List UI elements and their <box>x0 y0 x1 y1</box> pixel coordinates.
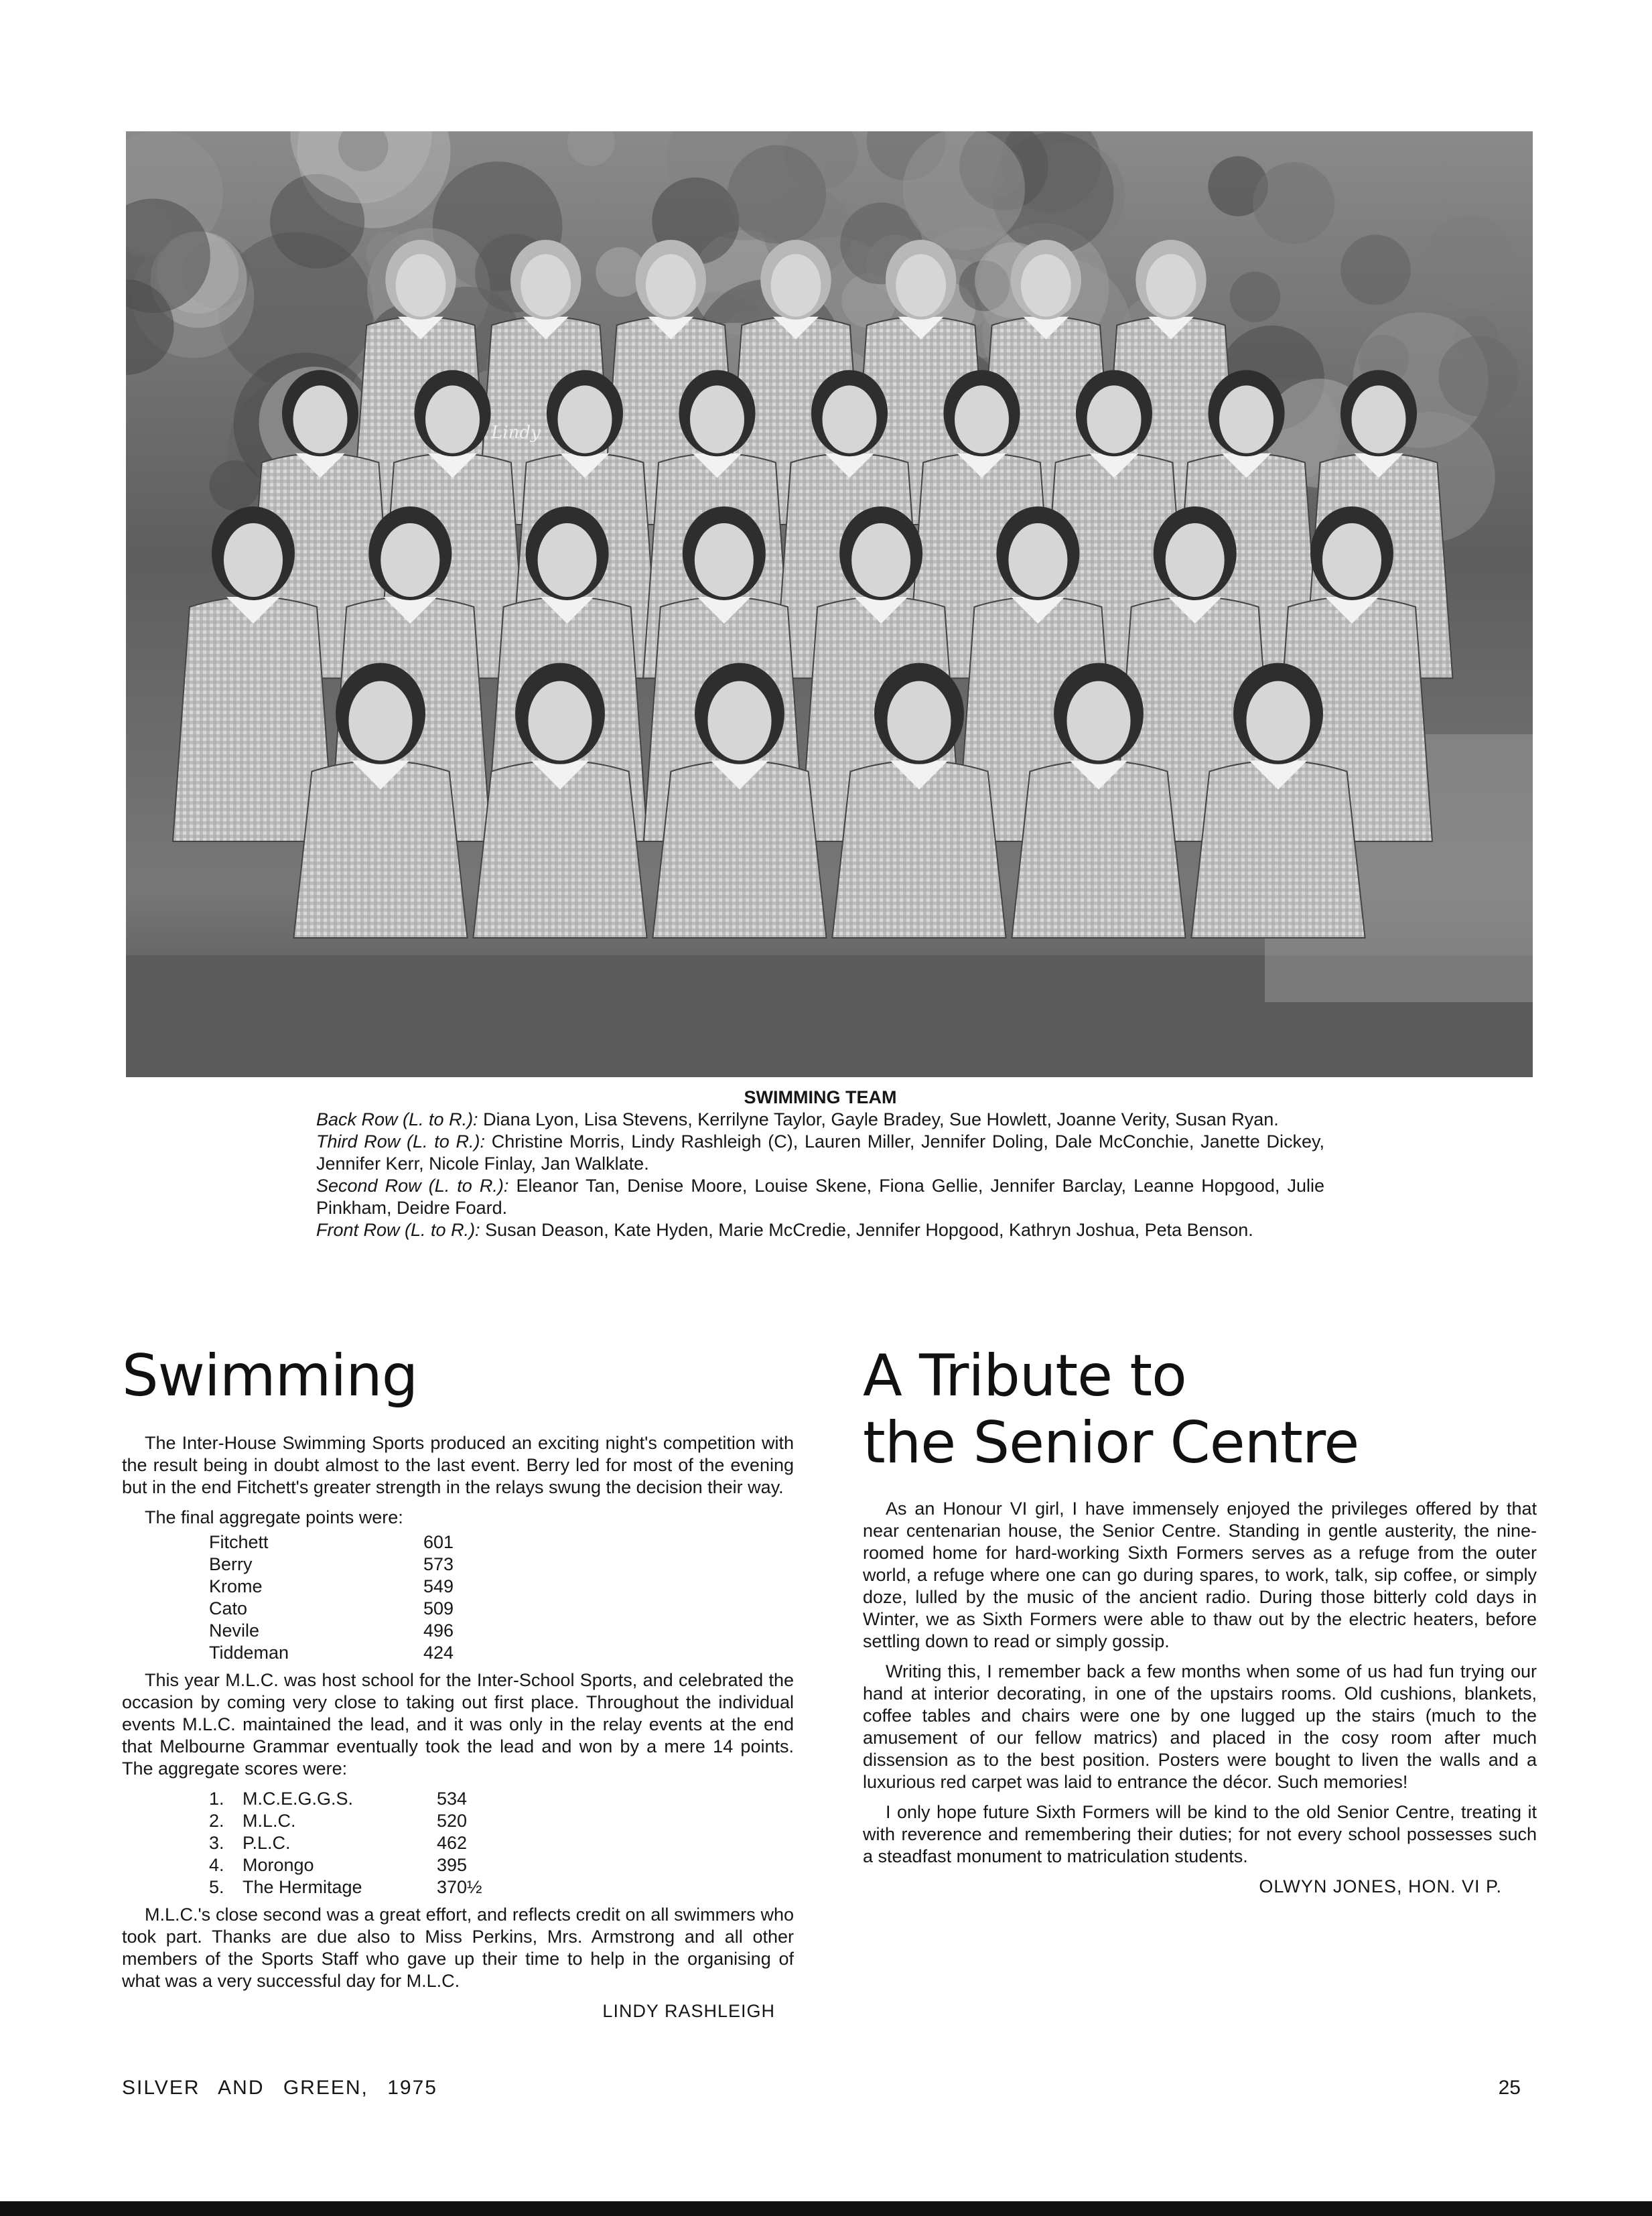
tribute-author: OLWYN JONES, HON. VI P. <box>1259 1876 1502 1896</box>
face <box>396 254 446 317</box>
face <box>558 385 612 453</box>
caption-row-names: Christine Morris, Lindy Rashleigh (C), Lauren Miller, Jennifer Doling, Dale McConchie, Janette Dickey, Jennifer Kerr, Nicole Finlay, Jan Walklate. <box>316 1131 1324 1174</box>
school-scores-body <box>209 1788 482 1898</box>
face <box>1166 523 1225 597</box>
house-name: Krome <box>209 1576 263 1596</box>
publication-footer: SILVER AND GREEN, 1975 <box>122 2077 437 2099</box>
caption-row-label: Front Row (L. to R.): <box>316 1220 480 1240</box>
house-points: 601 <box>423 1532 454 1552</box>
school-row <box>209 1810 482 1832</box>
tribute-paragraph: I only hope future Sixth Formers will be kind to the old Senior Centre, treating it with reverence and remembering their duties; for not every school possesses such a steadfast monument to matriculation students. <box>863 1802 1537 1866</box>
face <box>1008 523 1067 597</box>
school-rank: 3. <box>209 1833 224 1853</box>
school-score: 534 <box>437 1789 468 1809</box>
house-name: Fitchett <box>209 1532 269 1552</box>
school-rank: 4. <box>209 1855 224 1875</box>
school-row <box>209 1788 482 1810</box>
caption-row-label: Back Row (L. to R.): <box>316 1109 478 1129</box>
face <box>887 681 951 761</box>
tribute-article <box>863 1342 1537 1898</box>
house-name: Tiddeman <box>209 1643 289 1663</box>
face <box>1246 681 1310 761</box>
scan-edge <box>0 2201 1652 2216</box>
photo-caption <box>316 1087 1324 1241</box>
school-rank: 1. <box>209 1789 224 1809</box>
swimming-title: Swimming <box>122 1342 418 1409</box>
school-score: 370½ <box>437 1877 482 1897</box>
face <box>1322 523 1381 597</box>
school-score: 395 <box>437 1855 468 1875</box>
caption-back-row <box>316 1109 1324 1131</box>
face <box>1087 385 1142 453</box>
face <box>293 385 348 453</box>
caption-row-names: Susan Deason, Kate Hyden, Marie McCredie, Jennifer Hopgood, Kathryn Joshua, Peta Benson. <box>485 1220 1253 1240</box>
face <box>1021 254 1071 317</box>
tribute-title-line1: A Tribute to <box>863 1342 1186 1409</box>
face <box>1352 385 1406 453</box>
caption-second-row <box>316 1175 1324 1219</box>
school-score: 520 <box>437 1811 468 1831</box>
caption-third-row <box>316 1131 1324 1175</box>
house-points: 496 <box>423 1620 454 1641</box>
face <box>224 523 283 597</box>
school-scores-table <box>209 1788 482 1898</box>
tribute-paragraph: As an Honour VI girl, I have immensely enjoyed the privileges offered by that near centenarian house, the Senior Centre. Standing in gentle austerity, the nine-roomed home for hard-working Sixth Formers serves as a refuge from the outer world, a refuge where one can go during spares, to work, talk, sip coffee, or simply doze, lulled by the music of the ancient radio. During those bitterly cold days in Winter, we as Sixth Formers were able to thaw out by the electric heaters, before settling down to read or simply gossip. <box>863 1499 1537 1651</box>
face <box>896 254 946 317</box>
house-name: Nevile <box>209 1620 260 1641</box>
house-row <box>209 1620 454 1642</box>
face <box>528 681 592 761</box>
school-name: Morongo <box>243 1855 314 1875</box>
caption-row-names: Eleanor Tan, Denise Moore, Louise Skene, Fiona Gellie, Jennifer Barclay, Leanne Hopgood, Julie Pinkham, Deidre Foard. <box>316 1176 1324 1218</box>
face <box>538 523 597 597</box>
face <box>348 681 412 761</box>
swimming-paragraph: M.L.C.'s close second was a great effort, and reflects credit on all swimmers who took part. Thanks are due also to Miss Perkins, Mrs. Armstrong and all other members of the Sports Staff who gave up their time to help in the organising of what was a very successful day for M.L.C. <box>122 1905 794 1991</box>
school-name: The Hermitage <box>243 1877 362 1897</box>
school-name: P.L.C. <box>243 1833 291 1853</box>
tribute-title <box>863 1342 1537 1476</box>
house-points-table <box>209 1531 454 1664</box>
school-rank: 5. <box>209 1877 224 1897</box>
school-row <box>209 1876 482 1898</box>
caption-title: SWIMMING TEAM <box>744 1087 897 1107</box>
face <box>646 254 696 317</box>
aggregate-intro: The final aggregate points were: <box>145 1507 403 1527</box>
face <box>851 523 910 597</box>
foliage-blob <box>902 131 1025 250</box>
team-photo <box>126 131 1533 1077</box>
school-score: 462 <box>437 1833 468 1853</box>
face <box>381 523 439 597</box>
swimming-article <box>122 1342 794 2022</box>
team-photo-illustration <box>126 131 1533 1077</box>
house-name: Berry <box>209 1554 253 1574</box>
foliage-blob <box>1423 216 1516 309</box>
jumper-badge-text: Lindy <box>491 423 541 443</box>
house-row <box>209 1576 454 1598</box>
foliage-blob <box>1340 234 1411 305</box>
school-row <box>209 1854 482 1876</box>
swimming-paragraph: This year M.L.C. was host school for the Inter-School Sports, and celebrated the occasion by coming very close to taking out first place. Throughout the individual events M.L.C. maintained the lead, and it was only in the relay events at the end that Melbourne Grammar eventually took the lead and won by a mere 14 points. The aggregate scores were: <box>122 1670 794 1779</box>
house-row <box>209 1531 454 1553</box>
foliage-blob <box>1230 272 1281 323</box>
face <box>1219 385 1274 453</box>
house-points: 424 <box>423 1643 454 1663</box>
foliage-blob <box>1438 336 1519 416</box>
school-name: M.L.C. <box>243 1811 296 1831</box>
swimming-paragraph: The Inter-House Swimming Sports produced an exciting night's competition with the result being in doubt almost to the last event. Berry led for most of the evening but in the end Fitchett's greater strength in the relays swung the decision their way. <box>122 1433 794 1497</box>
house-row <box>209 1642 454 1664</box>
face <box>425 385 480 453</box>
house-points: 549 <box>423 1576 454 1596</box>
school-rank: 2. <box>209 1811 224 1831</box>
foliage-blob <box>728 145 826 243</box>
face <box>521 254 571 317</box>
tribute-paragraph: Writing this, I remember back a few months when some of us had fun trying our hand at interior decorating, in one of the upstairs rooms. Old cushions, blankets, coffee tables and chairs were one by one lugged up the stairs (much to the amusement of our fellow matrics) and placed in the cosy room after much dissension as to the best position. Posters were bought to liven the walls and a luxurious red carpet was laid to entrance the décor. Such memories! <box>863 1661 1537 1792</box>
house-points: 509 <box>423 1598 454 1618</box>
face <box>771 254 821 317</box>
face <box>707 681 771 761</box>
tribute-title-line2: the Senior Centre <box>863 1409 1359 1476</box>
face <box>1146 254 1196 317</box>
face <box>1066 681 1130 761</box>
page-number: 25 <box>1498 2077 1521 2099</box>
school-row <box>209 1832 482 1854</box>
swimming-author: LINDY RASHLEIGH <box>602 2001 775 2021</box>
house-name: Cato <box>209 1598 248 1618</box>
caption-row-label: Third Row (L. to R.): <box>316 1131 485 1152</box>
house-row <box>209 1553 454 1576</box>
house-points: 573 <box>423 1554 454 1574</box>
foliage-blob <box>1253 162 1335 244</box>
face <box>955 385 1009 453</box>
school-name: M.C.E.G.G.S. <box>243 1789 354 1809</box>
face <box>690 385 744 453</box>
caption-row-label: Second Row (L. to R.): <box>316 1176 509 1196</box>
face <box>823 385 877 453</box>
house-points-body <box>209 1531 454 1664</box>
face <box>695 523 754 597</box>
caption-front-row <box>316 1219 1324 1241</box>
house-row <box>209 1598 454 1620</box>
caption-row-names: Diana Lyon, Lisa Stevens, Kerrilyne Taylor, Gayle Bradey, Sue Howlett, Joanne Verity, Susan Ryan. <box>483 1109 1279 1129</box>
